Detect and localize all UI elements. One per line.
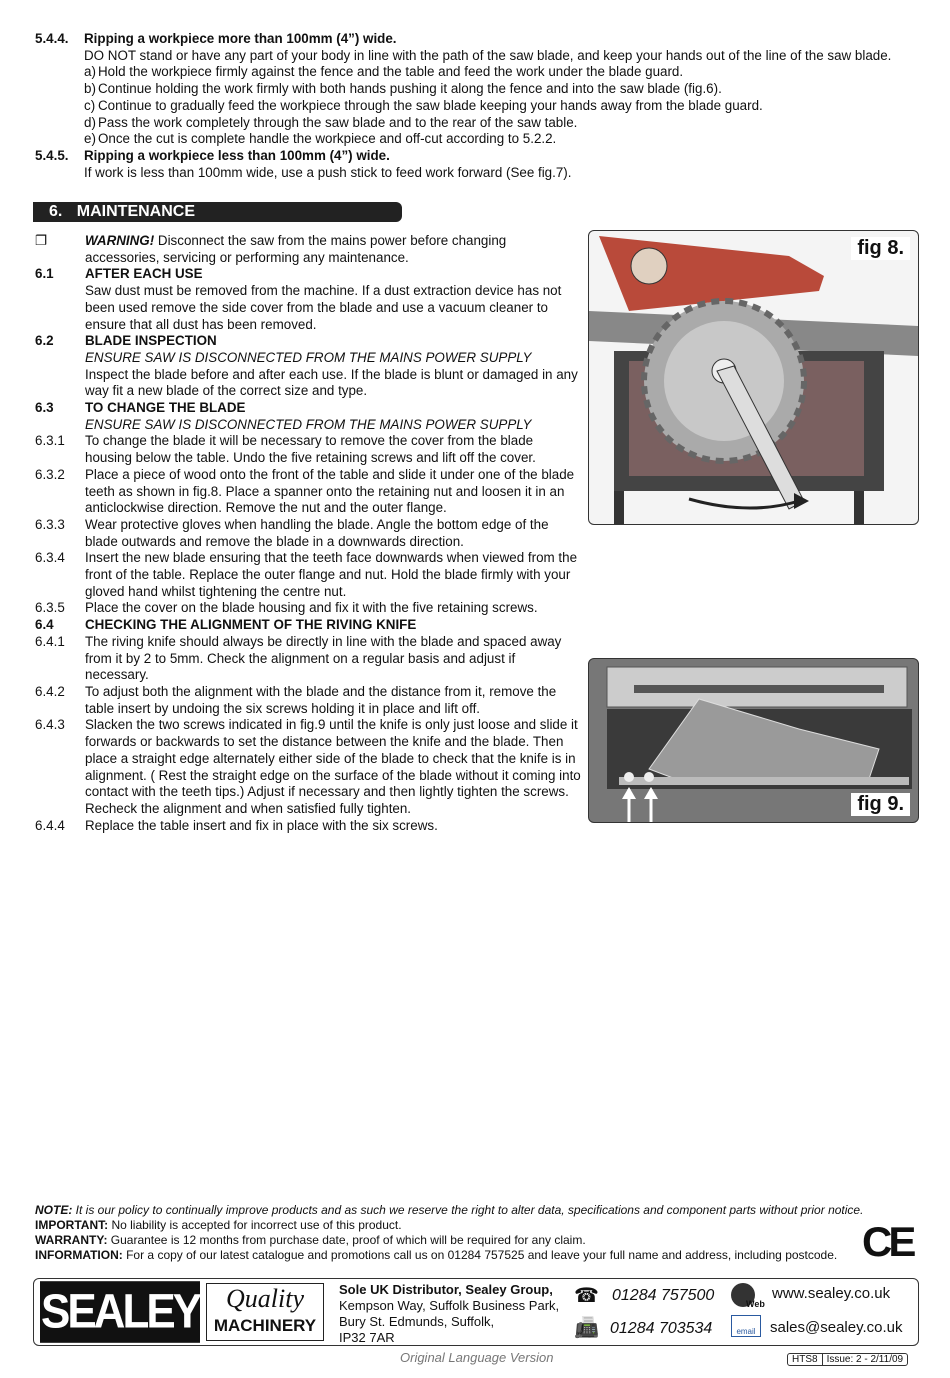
- paragraph: ENSURE SAW IS DISCONNECTED FROM THE MAINS POWER SUPPLY: [85, 349, 532, 365]
- section-header-maintenance: 6. MAINTENANCE: [33, 202, 402, 222]
- subsection-heading: 6.2 BLADE INSPECTION: [35, 333, 217, 349]
- subsection-heading: 6.3 TO CHANGE THE BLADE: [35, 400, 246, 416]
- section-title: Ripping a workpiece less than 100mm (4”) wide.: [84, 147, 390, 163]
- paragraph: DO NOT stand or have any part of your body in line with the path of the saw blade, and keep your hands out of the line of the saw blade.: [84, 47, 892, 63]
- sealey-logo: SEALEY: [40, 1281, 200, 1343]
- step-item: a) Hold the workpiece firmly against the fence and the table and feed the work under the blade guard.: [84, 64, 684, 80]
- paragraph: 6.3.5 Place the cover on the blade housing and fix it with the five retaining screws.: [35, 600, 538, 616]
- paragraph: If work is less than 100mm wide, use a push stick to feed work forward (See fig.7).: [84, 164, 572, 180]
- figure-8: [588, 230, 919, 525]
- note-line: WARRANTY: Guarantee is 12 months from purchase date, proof of which will be required for any claim.: [35, 1233, 586, 1247]
- paragraph: 6.4.4 Replace the table insert and fix in place with the six screws.: [35, 817, 438, 833]
- paragraph: 6.3.4 Insert the new blade ensuring that the teeth face downwards when viewed from the front of the table. Replace the outer flange and nut. Hold the blade firmly with your gloved hand whilst tightening the centre nut.: [35, 550, 578, 599]
- paragraph: Saw dust must be removed from the machine. If a dust extraction device has not been used remove the side cover from the blade and use a vacuum cleaner to ensure that all dust has been removed.: [85, 283, 562, 332]
- fax-icon: 📠: [574, 1317, 599, 1339]
- language-note: Original Language Version: [400, 1350, 554, 1365]
- section-title: Ripping a workpiece more than 100mm (4”) wide.: [84, 31, 397, 46]
- email-link[interactable]: sales@sealey.co.uk: [770, 1319, 903, 1336]
- paragraph: 6.3.3 Wear protective gloves when handling the blade. Angle the bottom edge of the blade outwards and remove the blade in a downwards direction.: [35, 516, 549, 549]
- document-reference: HTS8 Issue: 2 - 2/11/09: [787, 1353, 908, 1366]
- section-number: 5.4.5.: [35, 147, 69, 163]
- figure-label: fig 8.: [851, 237, 910, 260]
- distributor-address: Sole UK Distributor, Sealey Group, Kempson Way, Suffolk Business Park, Bury St. Edmunds, Suffolk, IP32 7AR: [339, 1282, 560, 1345]
- footer-notes: [35, 1203, 875, 1263]
- paragraph: Inspect the blade before and after each use. If the blade is blunt or damaged in any way fit a new blade of the correct size and type.: [85, 366, 578, 399]
- step-item: d) Pass the work completely through the saw blade and to the rear of the saw table.: [84, 114, 578, 130]
- paragraph: 6.4.1 The riving knife should always be directly in line with the blade and spaced away from it by 2 to 5mm. Check the alignment on a regular basis and adjust if necessary.: [35, 633, 562, 683]
- paragraph: 6.3.2 Place a piece of wood onto the front of the table and slide it under one of the blade teeth as shown in fig.8. Place a spanner onto the retaining nut and loosen it in an anticlockwise direction. Remove the nut and the outer flange.: [35, 466, 575, 516]
- section-number: 5.4.4.: [35, 31, 69, 46]
- note-line: IMPORTANT: No liability is accepted for incorrect use of this product.: [35, 1218, 402, 1232]
- email-icon: email: [731, 1315, 761, 1337]
- phone-icon: ☎: [574, 1285, 599, 1307]
- paragraph: ENSURE SAW IS DISCONNECTED FROM THE MAINS POWER SUPPLY: [85, 416, 532, 432]
- warning-label: WARNING!: [85, 233, 155, 248]
- warning: [35, 233, 595, 266]
- quality-machinery-logo: Quality MACHINERY: [206, 1283, 324, 1341]
- step-item: e) Once the cut is complete handle the workpiece and off-cut according to 5.2.2.: [84, 131, 557, 147]
- section-5-4-4: [35, 31, 935, 181]
- subsection-heading: 6.1 AFTER EACH USE: [35, 266, 203, 282]
- paragraph: 6.4.3 Slacken the two screws indicated in fig.9 until the knife is only just loose and slide it forwards or backwards to set the distance between the knife and the blade. Then place a straight edge alternately either side of the blade to check that the knife is in alignment. ( Rest the straight edge on the surface of the blade without it coming into contact with the teeth tips.) Adjust if necessary and then lightly tighten the screws. Recheck the alignment and when satisfied fully tighten.: [35, 717, 581, 816]
- fax-number: 01284 703534: [610, 1320, 713, 1337]
- note-line: NOTE: It is our policy to continually improve products and as such we reserve the right to alter data, specifications and component parts without prior notice.: [35, 1203, 864, 1217]
- web-label: Web: [746, 1299, 765, 1309]
- figure-9: [588, 658, 919, 823]
- phone-number: 01284 757500: [612, 1287, 715, 1304]
- warning-text: Disconnect the saw from the mains power before changing accessories, servicing or performing any maintenance.: [85, 233, 507, 265]
- checkbox-bullet-icon: ❐: [35, 233, 48, 248]
- paragraph: 6.3.1 To change the blade it will be necessary to remove the cover from the blade housing below the table. Undo the five retaining screws and lift off the cover.: [35, 433, 536, 466]
- ce-mark-icon: CE: [862, 1218, 913, 1265]
- step-item: c) Continue to gradually feed the workpiece through the saw blade keeping your hands away from the blade guard.: [84, 97, 763, 113]
- step-item: b) Continue holding the work firmly with both hands pushing it along the fence and into the saw blade (fig.6).: [84, 81, 722, 97]
- subsection-heading: 6.4 CHECKING THE ALIGNMENT OF THE RIVING KNIFE: [35, 617, 417, 633]
- figure-label: fig 9.: [851, 793, 910, 816]
- maintenance-body: [35, 233, 595, 834]
- saw-blade-photo: [589, 231, 919, 525]
- paragraph: 6.4.2 To adjust both the alignment with the blade and the distance from it, remove the table insert by undoing the six screws holding it in place and lift off.: [35, 683, 557, 716]
- note-line: INFORMATION: For a copy of our latest catalogue and promotions call us on 01284 757525 and leave your full name and address, including postcode.: [35, 1248, 838, 1262]
- footer-contact-box: [33, 1278, 919, 1346]
- website-link[interactable]: www.sealey.co.uk: [772, 1285, 891, 1302]
